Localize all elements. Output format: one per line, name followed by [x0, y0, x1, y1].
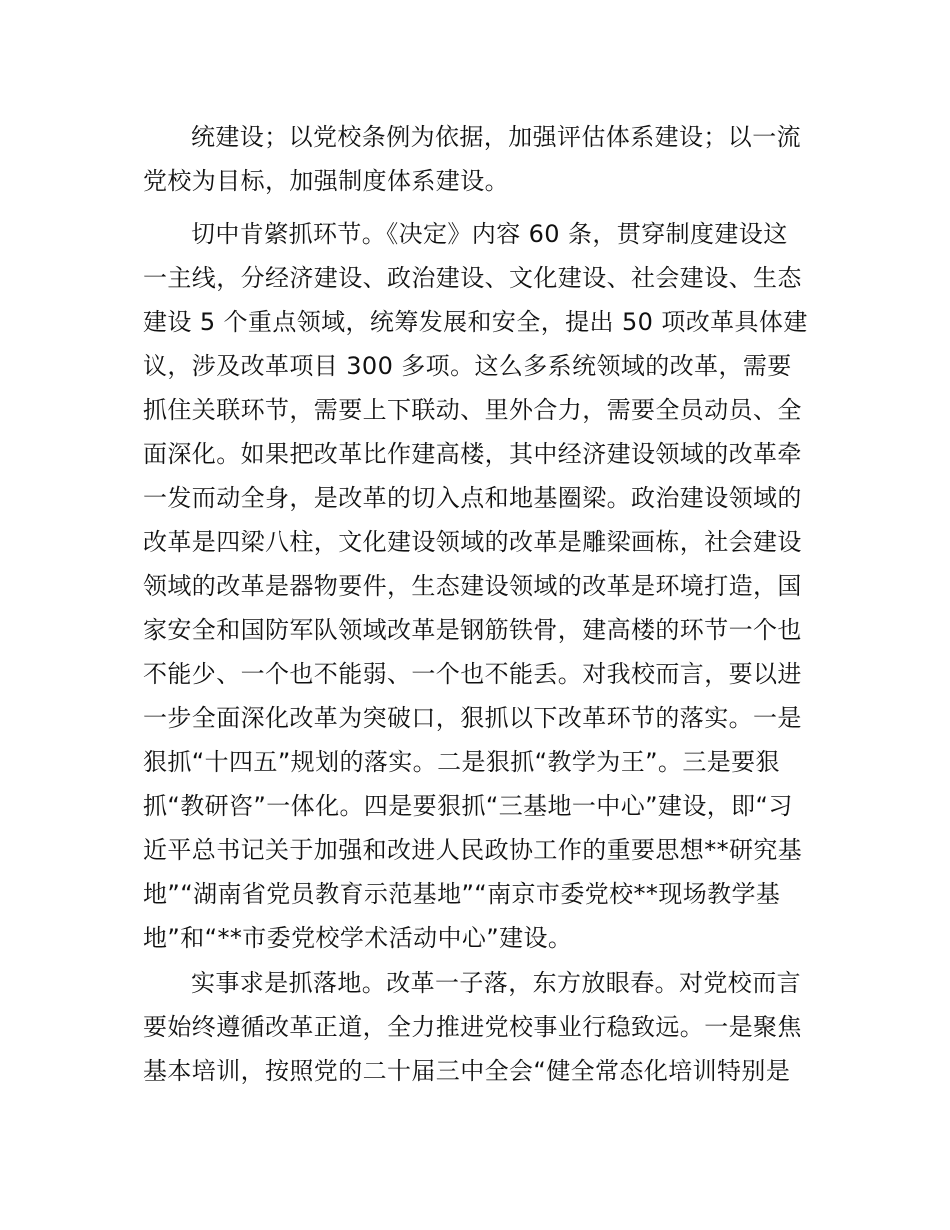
text-line: 狠抓“十四五”规划的落实。二是狠抓“教学为王”。三是要狠: [143, 748, 780, 776]
text-line: 家安全和国防军队领域改革是钢筋铁骨，建高楼的环节一个也: [143, 616, 802, 644]
text-line: 实事求是抓落地。改革一子落，东方放眼春。对党校而言: [191, 969, 801, 997]
text-line: 一主线，分经济建设、政治建设、文化建设、社会建设、生态: [143, 264, 802, 292]
text-line: 地”“湖南省党员教育示范基地”“南京市委党校**现场教学基: [143, 880, 781, 908]
paragraph-3: [143, 961, 813, 1093]
text-line: 基本培训，按照党的二十届三中全会“健全常态化培训特别是: [143, 1057, 791, 1085]
text-line: 切中肯綮抓环节。《决定》内容 60 条，贯穿制度建设这: [191, 220, 788, 248]
text-line: 抓“教研咨”一体化。四是要狠抓“三基地一中心”建设，即“习: [143, 792, 793, 820]
text-line: 改革是四梁八柱，文化建设领域的改革是雕梁画栋，社会建设: [143, 528, 802, 556]
paragraph-1: [143, 115, 813, 203]
text-line: 一步全面深化改革为突破口，狠抓以下改革环节的落实。一是: [143, 704, 802, 732]
text-line: 议，涉及改革项目 300 多项。这么多系统领域的改革，需要: [143, 352, 792, 380]
text-line: 要始终遵循改革正道，全力推进党校事业行稳致远。一是聚焦: [143, 1013, 802, 1041]
text-line: 近平总书记关于加强和改进人民政协工作的重要思想**研究基: [143, 836, 803, 864]
text-line: 建设 5 个重点领域，统筹发展和安全，提出 50 项改革具体建: [143, 308, 808, 336]
text-line: 一发而动全身，是改革的切入点和地基圈梁。政治建设领域的: [143, 484, 802, 512]
text-line: 抓住关联环节，需要上下联动、里外合力，需要全员动员、全: [143, 396, 802, 424]
text-line: 统建设；以党校条例为依据，加强评估体系建设；以一流: [191, 123, 801, 151]
text-line: 地”和“**市委党校学术活动中心”建设。: [143, 924, 573, 952]
text-line: 领域的改革是器物要件，生态建设领域的改革是环境打造，国: [143, 572, 802, 600]
text-line: 面深化。如果把改革比作建高楼，其中经济建设领域的改革牵: [143, 440, 802, 468]
paragraph-2: [143, 212, 813, 960]
text-line: 党校为目标，加强制度体系建设。: [143, 167, 509, 195]
text-line: 不能少、一个也不能弱、一个也不能丢。对我校而言，要以进: [143, 660, 802, 688]
